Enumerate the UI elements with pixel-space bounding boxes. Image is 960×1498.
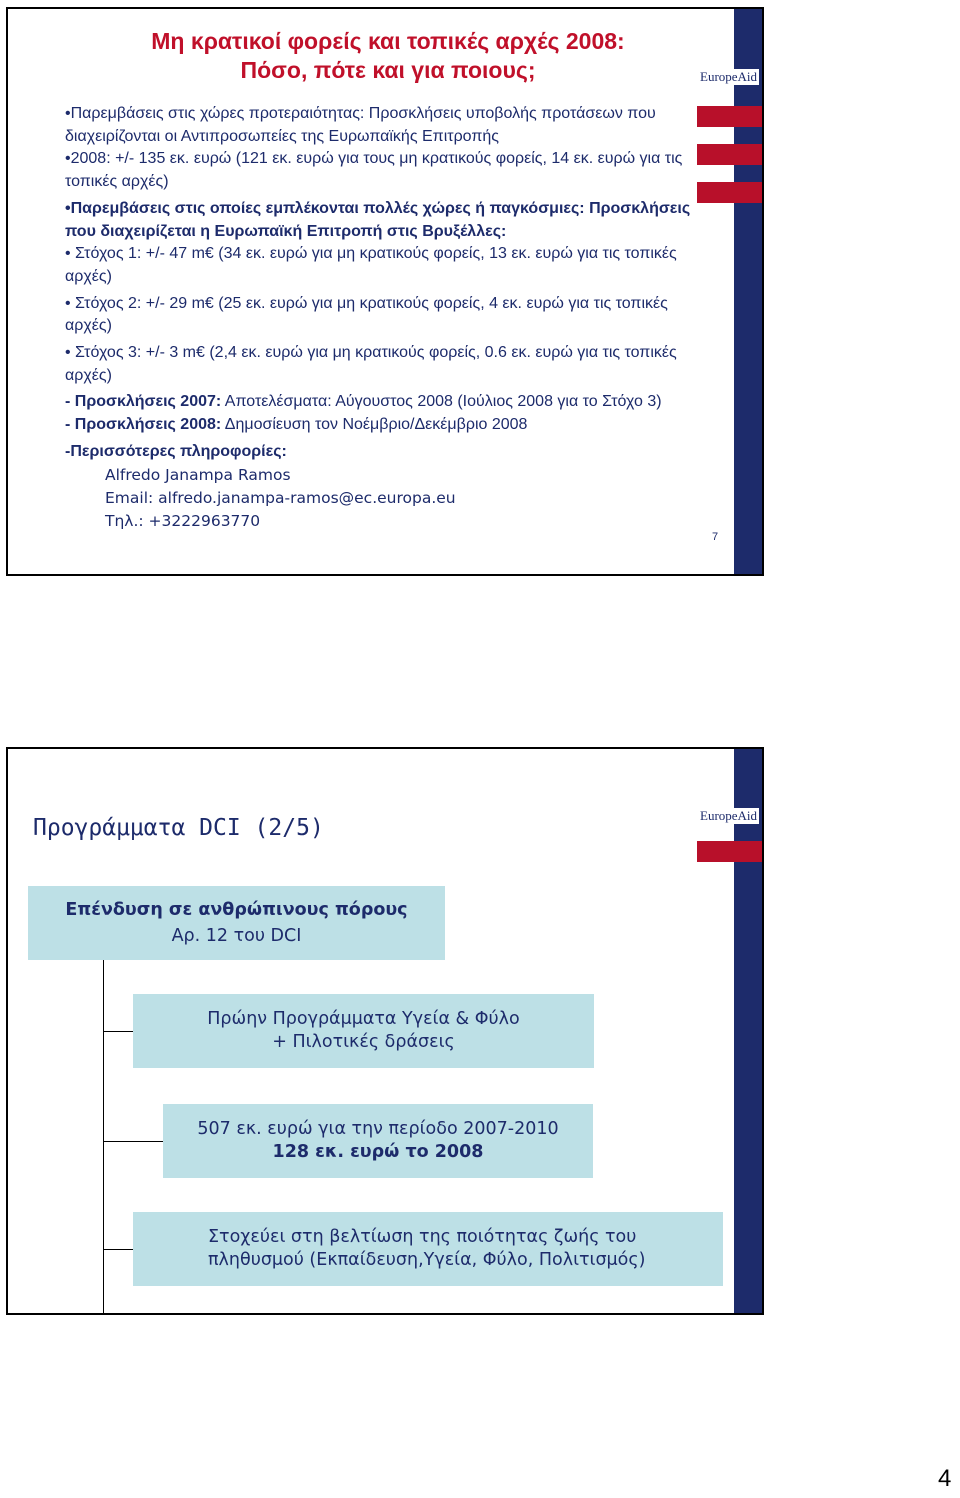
goal-item: • Στόχος 2: +/- 29 m€ (25 εκ. ευρώ για μη κρατικούς φορείς, 4 εκ. ευρώ για τις τοπικές αρχές) (65, 294, 668, 335)
box-human-resources: Επένδυση σε ανθρώπινους πόρους Αρ. 12 του DCI (28, 886, 445, 960)
contact-email[interactable]: Email: alfredo.janampa-ramos@ec.europa.eu (105, 488, 456, 507)
slide-1 (6, 7, 764, 576)
more-info-heading: -Περισσότερες πληροφορίες: (65, 442, 287, 460)
box-objective: Στοχεύει στη βελτίωση της ποιότητας ζωής του πληθυσμού (Εκπαίδευση,Υγεία, Φύλο, Πολιτισμός) (133, 1212, 723, 1286)
slide-2 (6, 747, 764, 1315)
sidebar-stripe (734, 9, 762, 574)
europeaid-logo: EuropeAid (700, 69, 758, 84)
tree-connector (103, 1141, 163, 1142)
box-former-programmes: Πρώην Προγράμματα Υγεία & Φύλο + Πιλοτικές δράσεις (133, 994, 594, 1068)
tree-connector (103, 960, 104, 1315)
paragraph: •2008: +/- 135 εκ. ευρώ (121 εκ. ευρώ για τους μη κρατικούς φορείς, 14 εκ. ευρώ για τις τοπικές αρχές) (65, 150, 683, 191)
red-stripe (697, 841, 764, 862)
slide-body (65, 103, 715, 533)
slide-page-number: 7 (712, 531, 719, 543)
calls-2007: - Προσκλήσεις 2007: Αποτελέσματα: Αύγουστος 2008 (Ιούλιος 2008 για το Στόχο 3) (65, 393, 662, 411)
sidebar-stripe (734, 749, 762, 1313)
paragraph: •Παρεμβάσεις στις οποίες εμπλέκονται πολλές χώρες ή παγκόσμιες: Προσκλήσεις που διαχειρίζεται η Ευρωπαϊκή Επιτροπή στις Βρυξέλλες: (65, 199, 691, 240)
contact-name: Alfredo Janampa Ramos (105, 465, 291, 484)
tree-connector (103, 1031, 133, 1032)
document-page-number: 4 (938, 1465, 952, 1492)
contact-phone: Τηλ.: +3222963770 (105, 511, 261, 530)
europeaid-logo: EuropeAid (700, 808, 758, 823)
calls-2008: - Προσκλήσεις 2008: Δημοσίευση τον Νοέμβριο/Δεκέμβριο 2008 (65, 416, 528, 434)
goal-item: • Στόχος 3: +/- 3 m€ (2,4 εκ. ευρώ για μη κρατικούς φορείς, 0.6 εκ. ευρώ για τις τοπικές αρχές) (65, 344, 677, 384)
slide-title: Προγράμματα DCI (2/5) (33, 815, 324, 841)
slide-title: Μη κρατικοί φορείς και τοπικές αρχές 2008: Πόσο, πότε και για ποιους; (151, 28, 625, 83)
box-budget: 507 εκ. ευρώ για την περίοδο 2007-2010 128 εκ. ευρώ το 2008 (163, 1104, 593, 1178)
tree-connector (103, 1249, 133, 1250)
goal-item: • Στόχος 1: +/- 47 m€ (34 εκ. ευρώ για μη κρατικούς φορείς, 13 εκ. ευρώ για τις τοπικές αρχές) (65, 245, 677, 285)
paragraph: •Παρεμβάσεις στις χώρες προτεραιότητας: Προσκλήσεις υποβολής προτάσεων που διαχειρίζονται οι Αντιπροσωπείες της Ευρωπαϊκής Επιτροπής (65, 105, 656, 145)
